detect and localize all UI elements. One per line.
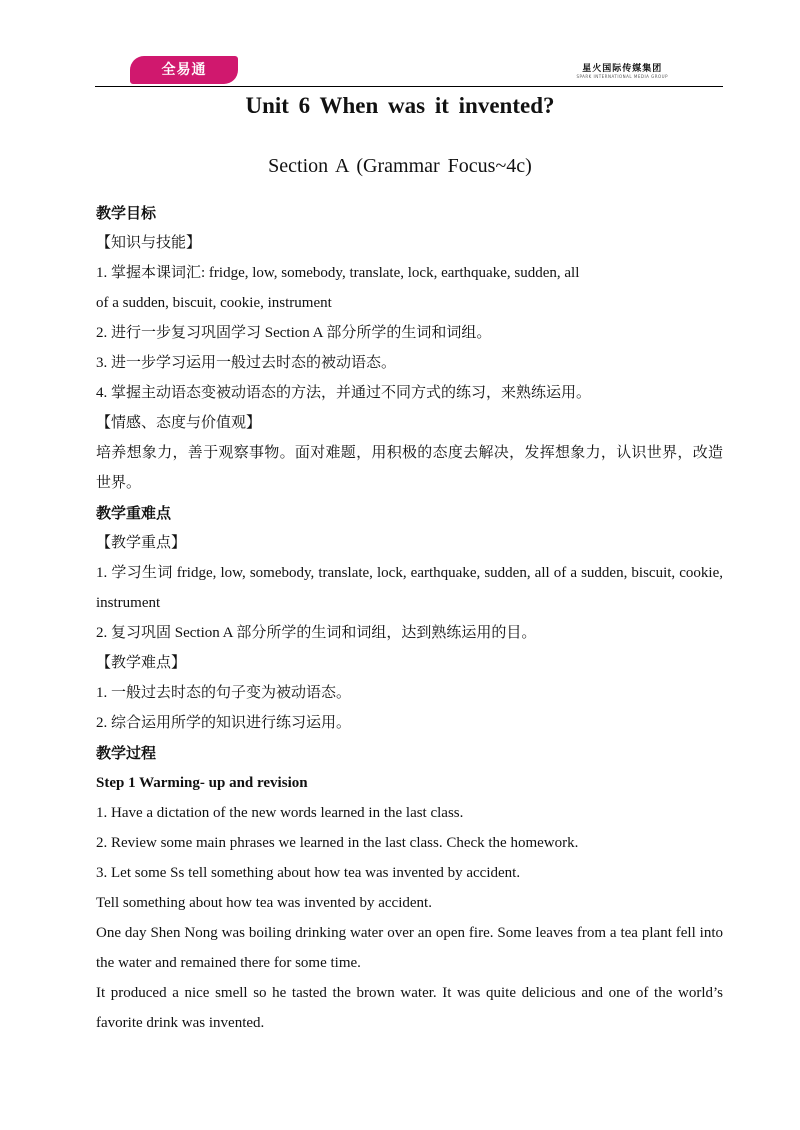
objective-item: 3. 进一步学习运用一般过去时态的被动语态。	[96, 355, 397, 371]
objective-item-continued: of a sudden, biscuit, cookie, instrument	[96, 295, 332, 311]
paragraph: It produced a nice smell so he tasted the brown water. It was quite delicious and one of the world’s favorite drink was invented.	[96, 985, 723, 1031]
document-title: Unit 6 When was it invented?	[245, 93, 555, 118]
heading-teaching-objectives: 教学目标	[96, 204, 157, 222]
publisher-brand	[576, 61, 668, 79]
page-header	[95, 54, 723, 88]
brand-logo: 全易通	[130, 56, 238, 84]
difficult-point-item: 1. 一般过去时态的句子变为被动语态。	[96, 685, 352, 701]
subheading-difficult-points: 【教学难点】	[96, 655, 187, 671]
objective-item: 2. 进行一步复习巩固学习 Section A 部分所学的生词和词组。	[96, 325, 492, 341]
heading-key-difficult-points: 教学重难点	[96, 504, 172, 522]
step-item: 3. Let some Ss tell something about how tea was invented by accident.	[96, 865, 521, 881]
difficult-point-item: 2. 综合运用所学的知识进行练习运用。	[96, 715, 352, 731]
publisher-name-cn: 星火国际传媒集团	[582, 64, 663, 74]
document-subtitle: Section A (Grammar Focus~4c)	[268, 155, 532, 177]
paragraph: Tell something about how tea was invented by accident.	[96, 895, 432, 911]
objective-item: 1. 掌握本课词汇: fridge, low, somebody, translate, lock, earthquake, sudden, all	[96, 265, 580, 281]
heading-teaching-process: 教学过程	[96, 744, 157, 762]
subheading-knowledge-skills: 【知识与技能】	[96, 235, 202, 251]
key-point-item: 2. 复习巩固 Section A 部分所学的生词和词组，达到熟练运用的目。	[96, 625, 537, 641]
step-item: 2. Review some main phrases we learned in the last class. Check the homework.	[96, 835, 579, 851]
step-heading: Step 1 Warming- up and revision	[96, 775, 308, 791]
header-divider	[95, 86, 723, 87]
paragraph-values: 培养想象力，善于观察事物。面对难题，用积极的态度去解决，发挥想象力，认识世界，改造世界。	[96, 445, 723, 491]
key-point-item: 1. 学习生词 fridge, low, somebody, translate, lock, earthquake, sudden, all of a sudden, biscuit, cookie, instrument	[96, 565, 723, 611]
document-body	[96, 198, 723, 1038]
subheading-key-points: 【教学重点】	[96, 535, 187, 551]
subheading-emotion-values: 【情感、态度与价值观】	[96, 415, 262, 431]
step-item: 1. Have a dictation of the new words learned in the last class.	[96, 805, 464, 821]
paragraph: One day Shen Nong was boiling drinking water over an open fire. Some leaves from a tea plant fell into the water and remained there for some time.	[96, 925, 723, 971]
publisher-name-en: SPARK INTERNATIONAL MEDIA GROUP	[576, 74, 668, 79]
objective-item: 4. 掌握主动语态变被动语态的方法，并通过不同方式的练习，来熟练运用。	[96, 385, 592, 401]
